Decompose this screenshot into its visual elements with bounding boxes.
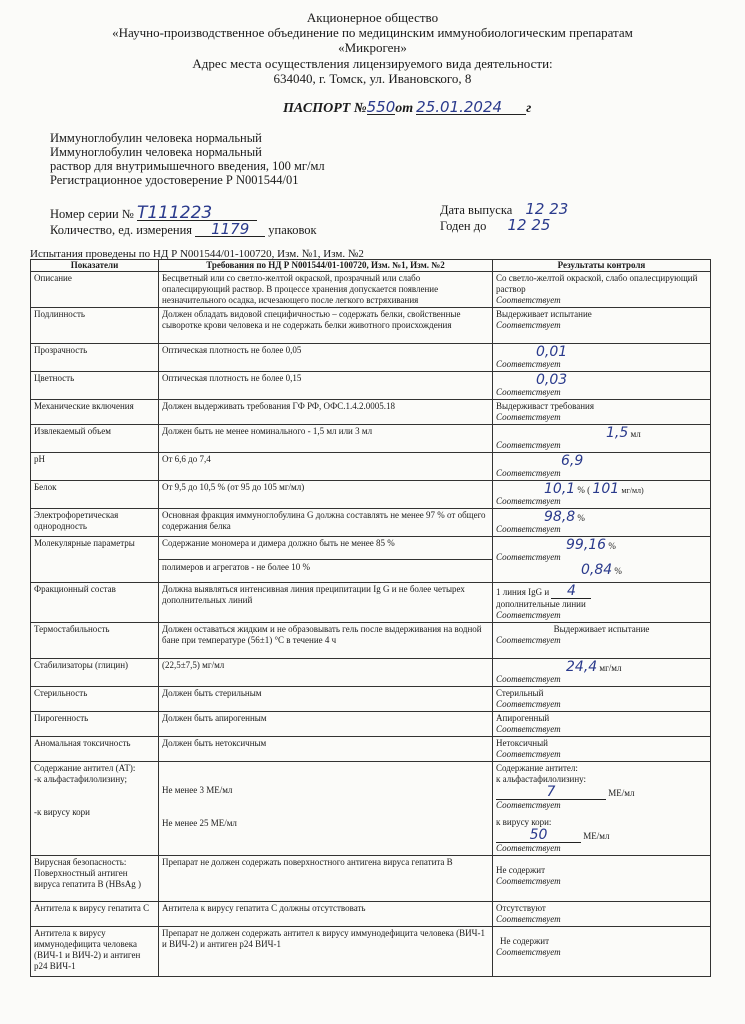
passport-title	[283, 100, 531, 116]
row-name: Антитела к вирусу иммунодефицита человека (ВИЧ-1 и ВИЧ-2) и антиген р24 ВИЧ-1	[31, 927, 159, 977]
result-text: Не содержит	[500, 936, 550, 946]
row-requirement: Должен обладать видовой специфичностью – содержать белки, свойственные сыворотке крови человека и не содержать белки животного происхождения	[159, 308, 493, 344]
result-text: Со светло-желтой окраской, слабо опалесцирующий раствор	[496, 273, 698, 294]
expiry-value: 12 25	[507, 216, 551, 234]
row-requirement: (22,5±7,5) мг/мл	[159, 659, 493, 687]
handwritten-value: 1,5	[606, 425, 629, 441]
unit-2: %	[614, 566, 622, 576]
row-name: Цветность	[31, 372, 159, 400]
conform-text: Соответствует	[496, 496, 561, 506]
row-name: Белок	[31, 481, 159, 509]
row-result	[493, 400, 711, 425]
row-requirement: Должен выдерживать требования ГФ РФ, ОФС.1.4.2.0005.18	[159, 400, 493, 425]
row-name: Описание	[31, 272, 159, 308]
table-row	[31, 927, 711, 977]
table-row	[31, 509, 711, 537]
row-name: Антитела к вирусу гепатита С	[31, 902, 159, 927]
release-label: Дата выпуска	[440, 203, 513, 217]
unit: % (	[577, 485, 591, 495]
row-result	[493, 902, 711, 927]
table-row	[31, 453, 711, 481]
passport-suffix: г	[526, 101, 532, 116]
row-result	[493, 583, 711, 623]
antibodies-measles-result-label: к вирусу кори:	[496, 817, 552, 827]
unit: мг/мл	[599, 663, 622, 673]
handwritten-value: 6,9	[561, 453, 584, 469]
expiry-row	[440, 218, 567, 233]
tests-caption: Испытания проведены по НД Р N001544/01-100720, Изм. №1, Изм. №2	[30, 248, 364, 260]
row-name: Прозрачность	[31, 344, 159, 372]
handwritten-value-2: 101	[592, 481, 620, 497]
conform-text: Соответствует	[496, 699, 561, 709]
quantity-value: 1179	[195, 222, 265, 237]
antibodies-staph-result-label: к альфастафилолизину:	[496, 774, 587, 784]
row-result	[493, 856, 711, 902]
handwritten-value: 99,16	[566, 537, 607, 553]
row-name: Термостабильность	[31, 623, 159, 659]
table-row	[31, 583, 711, 623]
row-result	[493, 927, 711, 977]
unit: мл	[630, 429, 641, 439]
row-result	[493, 425, 711, 453]
table-row	[31, 623, 711, 659]
row-name	[31, 762, 159, 856]
handwritten-value-2: 50	[496, 828, 581, 843]
unit: МЕ/мл	[608, 788, 635, 798]
release-row	[440, 202, 585, 217]
conform-text: Соответствует	[496, 295, 561, 305]
table-row	[31, 272, 711, 308]
row-name: Стерильность	[31, 687, 159, 712]
org-line-3: «Микроген»	[338, 40, 407, 55]
row-result	[493, 537, 711, 583]
conform-text: Соответствует	[496, 524, 561, 534]
conform-text: Соответствует	[496, 876, 561, 886]
table-header	[31, 260, 711, 272]
row-result	[493, 272, 711, 308]
requirement-2: полимеров и агрегатов - не более 10 %	[159, 559, 492, 573]
antibodies-measles-req: Не менее 25 МЕ/мл	[162, 818, 237, 828]
row-name: Извлекаемый объем	[31, 425, 159, 453]
row-result	[493, 712, 711, 737]
row-name: Молекулярные параметры	[31, 537, 159, 583]
conform-text: Соответствует	[496, 800, 561, 810]
row-requirement: Должен оставаться жидким и не образовывать гель после выдерживания на водной бане при температуре (56±1) °С в течение 4 ч	[159, 623, 493, 659]
handwritten-value: 7	[496, 785, 606, 800]
requirement-1: Содержание мономера и димера должно быть не менее 85 %	[162, 538, 395, 548]
quantity-unit: упаковок	[268, 223, 317, 237]
product-name-2: Иммуноглобулин человека нормальный	[50, 145, 262, 159]
conform-text: Соответствует	[496, 674, 561, 684]
header-results: Результаты контроля	[493, 260, 711, 272]
product-name-1: Иммуноглобулин человека нормальный	[50, 131, 262, 145]
handwritten-value: 0,01	[536, 344, 568, 360]
table-row	[31, 737, 711, 762]
result-text: Стерильный	[496, 688, 544, 698]
conform-text: Соответствует	[496, 359, 561, 369]
row-requirement: Оптическая плотность не более 0,05	[159, 344, 493, 372]
quantity-row	[50, 222, 317, 237]
row-requirement: Антитела к вирусу гепатита С должны отсутствовать	[159, 902, 493, 927]
row-name: pH	[31, 453, 159, 481]
unit-2: мг/мл)	[621, 486, 644, 495]
series-label: Номер серии №	[50, 207, 134, 221]
row-result	[493, 762, 711, 856]
passport-from: от	[395, 101, 414, 116]
handwritten-value: 24,4	[566, 659, 598, 675]
unit-2: МЕ/мл	[583, 831, 610, 841]
row-result	[493, 687, 711, 712]
handwritten-value: 10,1	[544, 481, 576, 497]
row-result	[493, 737, 711, 762]
row-name: Подлинность	[31, 308, 159, 344]
conform-text: Соответствует	[496, 724, 561, 734]
row-name: Механические включения	[31, 400, 159, 425]
row-requirement: Должен быть стерильным	[159, 687, 493, 712]
handwritten-value-2: 0,84	[581, 562, 613, 578]
table-row-antibodies	[31, 762, 711, 856]
result-text: 1 линия IgG и	[496, 587, 550, 597]
unit: %	[577, 513, 585, 523]
conform-text: Соответствует	[496, 914, 561, 924]
result-text-2: дополнительные линии	[496, 599, 586, 609]
row-result	[493, 453, 711, 481]
row-requirement: Препарат не должен содержать поверхностного антигена вируса гепатита В	[159, 856, 493, 902]
row-name: Фракционный состав	[31, 583, 159, 623]
antibodies-staph-label: -к альфастафилолизину;	[34, 774, 128, 784]
conform-text: Соответствует	[496, 387, 561, 397]
row-name: Электрофоретическая однородность	[31, 509, 159, 537]
row-result	[493, 509, 711, 537]
antibodies-title: Содержание антител (АТ):	[34, 763, 136, 773]
org-line-1: Акционерное общество	[306, 10, 439, 25]
conform-text: Соответствует	[496, 610, 561, 620]
result-text: Выдерживаст требования	[496, 401, 594, 411]
result-text: Нетоксичный	[496, 738, 548, 748]
row-requirement: Оптическая плотность не более 0,15	[159, 372, 493, 400]
row-requirement: От 6,6 до 7,4	[159, 453, 493, 481]
row-requirement: Препарат не должен содержать антител к вирусу иммунодефицита человека (ВИЧ-1 и ВИЧ-2) и антиген р24 ВИЧ-1	[159, 927, 493, 977]
row-result	[493, 623, 711, 659]
row-requirement	[159, 762, 493, 856]
row-result	[493, 659, 711, 687]
conform-text: Соответствует	[496, 749, 561, 759]
results-table	[30, 259, 711, 977]
result-text: Не содержит	[496, 865, 546, 875]
row-result	[493, 481, 711, 509]
header-requirements: Требования по НД Р N001544/01-100720, Изм. №1, Изм. №2	[159, 260, 493, 272]
passport-date: 25.01.2024	[416, 100, 526, 115]
handwritten-value: 0,03	[536, 372, 568, 388]
antibodies-measles-label: -к вирусу кори	[34, 807, 90, 817]
result-text: Апирогенный	[496, 713, 550, 723]
table-row	[31, 481, 711, 509]
table-row	[31, 659, 711, 687]
table-row	[31, 712, 711, 737]
product-form: раствор для внутримышечного введения, 100 мг/мл	[50, 159, 325, 173]
table-row	[31, 425, 711, 453]
row-requirement: Должен быть апирогенным	[159, 712, 493, 737]
registration: Регистрационное удостоверение Р N001544/01	[50, 173, 299, 187]
row-result	[493, 372, 711, 400]
table-row	[31, 537, 711, 583]
header-indicators: Показатели	[31, 260, 159, 272]
conform-text: Соответствует	[496, 440, 561, 450]
passport-label: ПАСПОРТ №	[283, 101, 367, 116]
address-label: Адрес места осуществления лицензируемого вида деятельности:	[192, 56, 553, 71]
table-row	[31, 372, 711, 400]
table-row	[31, 308, 711, 344]
series-value: T111223	[137, 206, 257, 221]
antibodies-staph-req: Не менее 3 МЕ/мл	[162, 785, 233, 795]
row-requirement: Должен быть нетоксичным	[159, 737, 493, 762]
result-text: Отсутствуют	[496, 903, 546, 913]
table-row	[31, 687, 711, 712]
passport-number: 550	[366, 98, 396, 116]
table-row	[31, 400, 711, 425]
quantity-label: Количество, ед. измерения	[50, 223, 193, 237]
expiry-label: Годен до	[440, 219, 487, 233]
row-name: Аномальная токсичность	[31, 737, 159, 762]
table-row	[31, 856, 711, 902]
conform-text: Соответствует	[496, 552, 561, 562]
handwritten-value: 4	[551, 584, 591, 599]
row-requirement	[159, 537, 493, 583]
conform-text: Соответствует	[496, 947, 561, 957]
conform-text: Соответствует	[496, 635, 561, 645]
row-requirement: От 9,5 до 10,5 % (от 95 до 105 мг/мл)	[159, 481, 493, 509]
row-requirement: Должен быть не менее номинального - 1,5 мл или 3 мл	[159, 425, 493, 453]
table-row	[31, 344, 711, 372]
result-text: Выдерживает испытание	[496, 309, 592, 319]
conform-text: Соответствует	[496, 412, 561, 422]
row-requirement: Бесцветный или со светло-желтой окраской, прозрачный или слабо опалесцирующий раствор. В процессе хранения допускается появление незначительного осадка, исчезающего после легкого встряхивания	[159, 272, 493, 308]
conform-text: Соответствует	[496, 468, 561, 478]
row-result	[493, 308, 711, 344]
row-name: Стабилизаторы (глицин)	[31, 659, 159, 687]
release-value: 12 23	[525, 200, 569, 218]
antibodies-result-title: Содержание антител:	[496, 763, 578, 773]
conform-text: Соответствует	[496, 843, 561, 853]
table-row	[31, 902, 711, 927]
unit: %	[608, 541, 616, 551]
row-requirement: Должна выявляться интенсивная линия преципитации Ig G и не более четырех дополнительных линий	[159, 583, 493, 623]
series-row	[50, 203, 257, 223]
row-name: Вирусная безопасность: Поверхностный антиген вируса гепатита В (HBsAg )	[31, 856, 159, 902]
row-requirement: Основная фракция иммуноглобулина G должна составлять не менее 97 % от общего содержания белка	[159, 509, 493, 537]
handwritten-value: 98,8	[544, 509, 576, 525]
address: 634040, г. Томск, ул. Ивановского, 8	[273, 71, 472, 86]
result-text: Выдерживает испытание	[553, 624, 650, 634]
row-result	[493, 344, 711, 372]
row-name: Пирогенность	[31, 712, 159, 737]
conform-text: Соответствует	[496, 320, 561, 330]
org-line-2: «Научно-производственное объединение по медицинским иммунобиологическим препаратам	[112, 25, 633, 40]
